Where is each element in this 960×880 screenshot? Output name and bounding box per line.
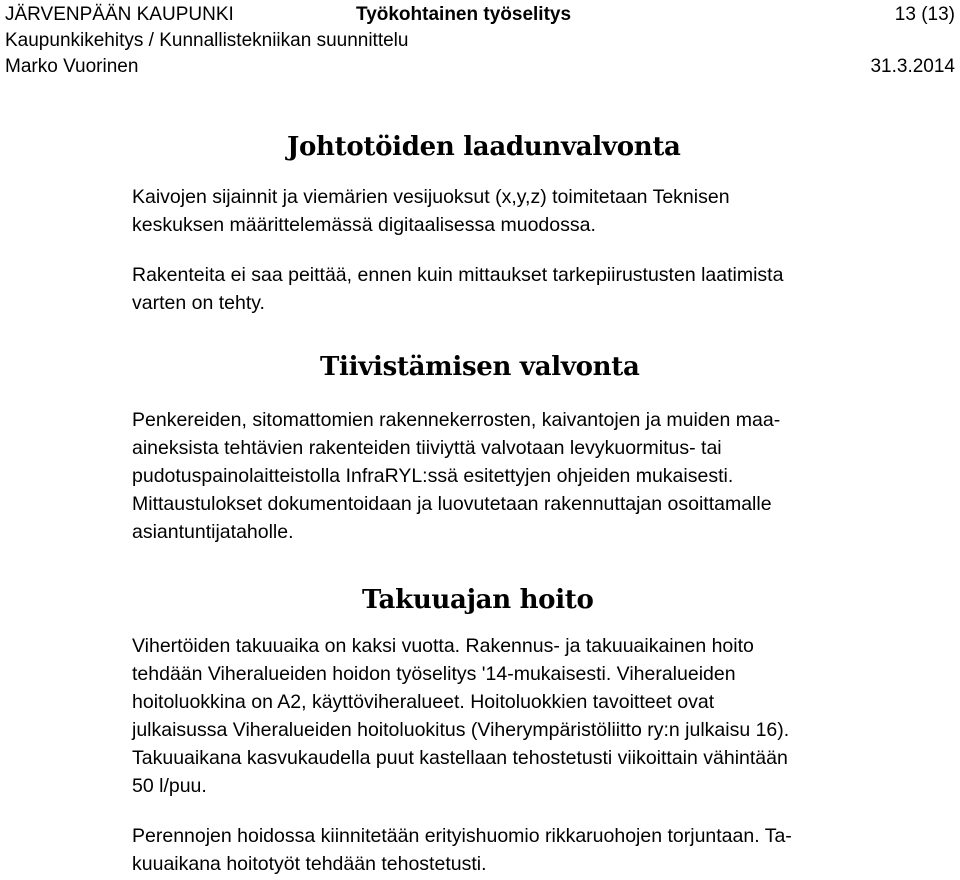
text-line: Kaivojen sijainnit ja viemärien vesijuoksut (x,y,z) toimitetaan Teknisen — [132, 186, 730, 208]
heading-tiivistamisen-valvonta: Tiivistämisen valvonta — [320, 352, 640, 382]
text-line: 50 l/puu. — [132, 775, 207, 797]
paragraph — [132, 822, 792, 878]
paragraph — [132, 406, 780, 546]
header-date: 31.3.2014 — [870, 56, 955, 77]
header-doc-title: Työkohtainen työselitys — [356, 4, 572, 25]
paragraph — [132, 632, 789, 800]
paragraph — [132, 183, 730, 239]
text-line: Perennojen hoidossa kiinnitetään erityishuomio rikkaruohojen torjuntaan. Ta- — [132, 825, 792, 847]
header-org: JÄRVENPÄÄN KAUPUNKI — [5, 4, 234, 25]
text-line: Mittaustulokset dokumentoidaan ja luovutetaan rakennuttajan osoittamalle — [132, 493, 772, 515]
text-line: keskuksen määrittelemässä digitaalisessa muodossa. — [132, 214, 596, 236]
text-line: hoitoluokkina on A2, käyttöviheralueet. Hoitoluokkien tavoitteet ovat — [132, 691, 715, 713]
text-line: Penkereiden, sitomattomien rakennekerrosten, kaivantojen ja muiden maa- — [132, 409, 781, 431]
header-department: Kaupunkikehitys / Kunnallistekniikan suunnittelu — [5, 30, 409, 51]
text-line: pudotuspainolaitteistolla InfraRYL:ssä esitettyjen ohjeiden mukaisesti. — [132, 465, 734, 487]
header-page-number: 13 (13) — [894, 4, 955, 25]
text-line: kuuaikana hoitotyöt tehdään tehostetusti. — [132, 853, 487, 875]
text-line: tehdään Viheralueiden hoidon työselitys '14-mukaisesti. Viheralueiden — [132, 663, 736, 685]
text-line: asiantuntijataholle. — [132, 521, 294, 543]
heading-takuuajan-hoito: Takuuajan hoito — [362, 585, 594, 615]
paragraph — [132, 261, 783, 317]
text-line: Vihertöiden takuuaika on kaksi vuotta. Rakennus- ja takuuaikainen hoito — [132, 635, 754, 657]
text-line: varten on tehty. — [132, 292, 265, 314]
text-line: Rakenteita ei saa peittää, ennen kuin mittaukset tarkepiirustusten laatimista — [132, 264, 784, 286]
text-line: julkaisussa Viheralueiden hoitoluokitus (Viherympäristöliitto ry:n julkaisu 16). — [132, 719, 790, 741]
text-line: Takuuaikana kasvukaudella puut kastellaan tehostetusti viikoittain vähintään — [132, 747, 788, 769]
text-line: aineksista tehtävien rakenteiden tiiviyttä valvotaan levykuormitus- tai — [132, 437, 722, 459]
header-author: Marko Vuorinen — [5, 56, 139, 77]
heading-johtotoiden-laadunvalvonta: Johtotöiden laadunvalvonta — [287, 132, 681, 162]
